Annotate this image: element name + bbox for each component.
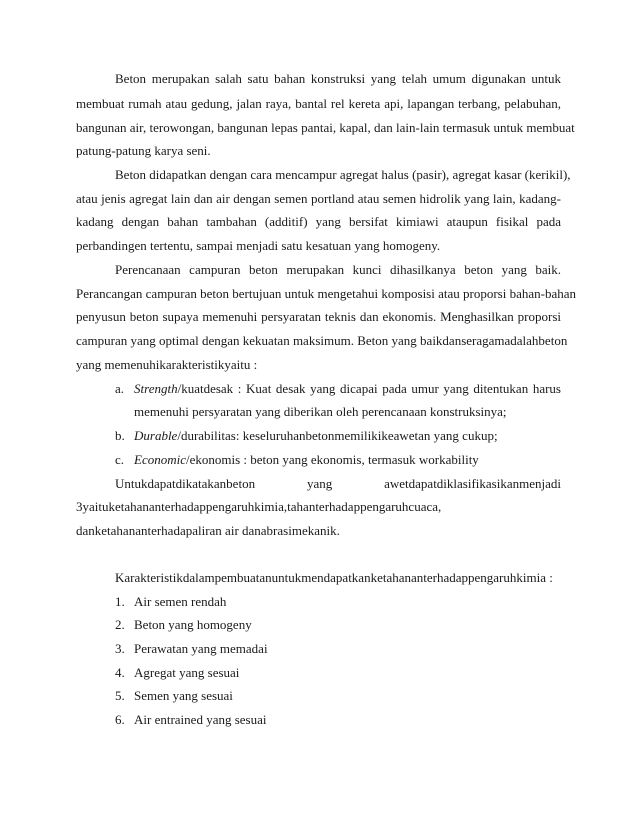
word: awetdapatdiklasifikasikanmenjadi — [384, 476, 561, 491]
list-marker: c. — [115, 452, 125, 467]
paragraph-line: patung-patung karya seni. — [76, 143, 211, 158]
list-item-term: Economic — [134, 452, 186, 467]
list-item — [134, 452, 479, 468]
list-item-continuation: memenuhi persyaratan yang diberikan oleh perencanaan konstruksinya; — [134, 404, 507, 419]
paragraph-line: yang memenuhikarakteristikyaitu : — [76, 357, 258, 372]
list-item-term: Durable — [134, 428, 178, 443]
list-item-text: /durabilitas: keseluruhanbetonmemilikikeawetan yang cukup; — [177, 428, 498, 443]
list-item: Air entrained yang sesuai — [134, 712, 267, 727]
list-marker: b. — [115, 428, 125, 443]
list-item — [134, 428, 498, 444]
list-number: 6. — [115, 712, 125, 727]
list-item-term: Strength — [134, 381, 178, 396]
paragraph-line: Beton merupakan salah satu bahan konstruksi yang telah umum digunakan untuk — [115, 71, 561, 86]
paragraph-line: danketahananterhadapaliran air danabrasimekanik. — [76, 523, 340, 538]
paragraph-line: Perencanaan campuran beton merupakan kunci dihasilkanya beton yang baik. — [115, 262, 561, 277]
paragraph-line: membuat rumah atau gedung, jalan raya, bantal rel kereta api, lapangan terbang, pelabuhan, — [76, 96, 561, 111]
paragraph-line — [115, 476, 561, 492]
list-item: Beton yang homogeny — [134, 617, 252, 632]
list-number: 3. — [115, 641, 125, 656]
paragraph-line: Perancangan campuran beton bertujuan untuk mengetahui komposisi atau proporsi bahan-bahan — [76, 286, 576, 301]
paragraph-line: bangunan air, terowongan, bangunan lepas pantai, kapal, dan lain-lain termasuk untuk membuat — [76, 120, 575, 135]
list-item-text: /ekonomis : beton yang ekonomis, termasuk workability — [185, 452, 479, 467]
paragraph-line: kadang dengan bahan tambahan (additif) yang bersifat kimiawi ataupun fisikal pada — [76, 214, 561, 229]
list-number: 2. — [115, 617, 125, 632]
paragraph-line: Beton didapatkan dengan cara mencampur agregat halus (pasir), agregat kasar (kerikil), — [115, 167, 571, 182]
list-item — [134, 381, 561, 397]
paragraph-line: perbandingen tertentu, sampai menjadi satu kesatuan yang homogeny. — [76, 238, 441, 253]
list-number: 1. — [115, 594, 125, 609]
list-marker: a. — [115, 381, 125, 396]
paragraph-line: campuran yang optimal dengan kekuatan maksimum. Beton yang baikdanseragamadalahbeton — [76, 333, 568, 348]
list-number: 5. — [115, 688, 125, 703]
paragraph-line: 3yaituketahananterhadappengaruhkimia,tahanterhadappengaruhcuaca, — [76, 499, 442, 514]
list-item: Semen yang sesuai — [134, 688, 233, 703]
paragraph-line: atau jenis agregat lain dan air dengan semen portland atau semen hidrolik yang lain, kadang- — [76, 191, 561, 206]
list-item: Perawatan yang memadai — [134, 641, 268, 656]
word: yang — [306, 476, 333, 491]
paragraph-line: penyusun beton supaya memenuhi persyaratan teknis dan ekonomis. Menghasilkan proporsi — [76, 309, 561, 324]
section-heading: Karakteristikdalampembuatanuntukmendapatkanketahananterhadappengaruhkimia : — [115, 570, 553, 585]
list-item: Air semen rendah — [134, 594, 227, 609]
list-item-text: /kuatdesak : Kuat desak yang dicapai pada umur yang ditentukan harus — [177, 381, 561, 396]
list-number: 4. — [115, 665, 125, 680]
list-item: Agregat yang sesuai — [134, 665, 240, 680]
word: Untukdapatdikatakanbeton — [115, 476, 256, 491]
